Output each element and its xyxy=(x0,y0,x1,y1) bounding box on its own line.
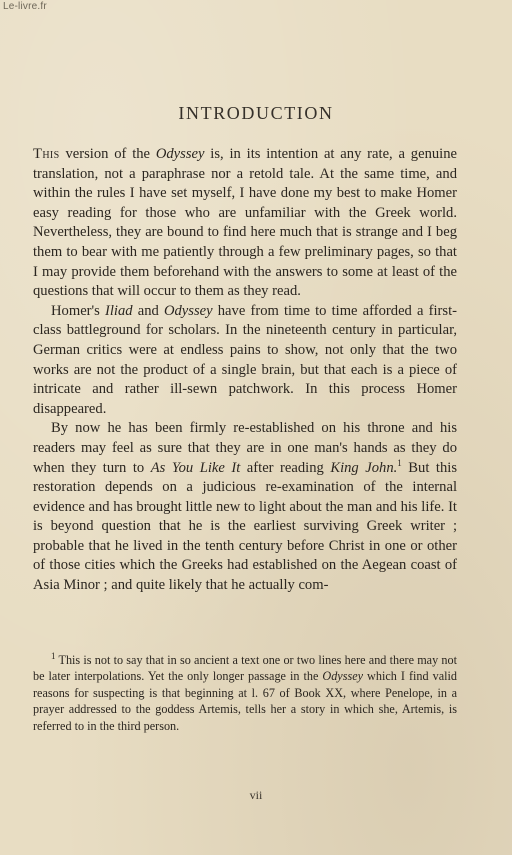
text-run: Homer's xyxy=(51,302,105,319)
paragraph-1 xyxy=(33,145,457,302)
text-run: King John. xyxy=(330,459,398,476)
footnote-marker: 1 xyxy=(397,457,402,468)
paragraph-2 xyxy=(33,302,457,420)
watermark: Le-livre.fr xyxy=(3,1,47,12)
footnote xyxy=(33,652,457,734)
footnote-marker: 1 xyxy=(51,650,56,661)
page-number: vii xyxy=(249,788,263,802)
body-text xyxy=(33,145,457,596)
text-run: is, in its intention at any rate, a genuine translation, not a paraphrase nor a retold tale. At the same time, and within the rules I have set myself, I have done my best to make Homer easy reading for those who are unfamiliar with the Greek world. Nevertheless, they are bound to find here much that is strange and I beg them to bear with me patiently through a few preliminary pages, so that I may provide them beforehand with the answers to some at least of the questions that will occur to them as they read. xyxy=(33,146,457,300)
footnote-text xyxy=(33,652,457,734)
paragraph-3 xyxy=(33,419,457,595)
text-run: and xyxy=(132,302,164,319)
text-run: after reading xyxy=(240,459,331,476)
text-run: This is not to say that in so ancient a text one or two lines here and there may not be later interpolations. Yet the only longer passage in the xyxy=(33,653,457,684)
text-run: By now he has been firmly re-established on his throne and his readers may feel as sure that they are in one man's hands as they do when they turn to xyxy=(33,420,457,476)
chapter-title: INTRODUCTION xyxy=(178,103,334,123)
text-run: Odyssey xyxy=(155,146,205,162)
text-run: But this restoration depends on a judicious re-examination of the internal evidence and has brought little new to light about the man and his life. It is beyond question that he is the earliest surviving Greek writer ; probable that he lived in the tenth century before Christ in one or other of those cities which the Greeks had established on the Aegean coast of Asia Minor ; and quite likely that he actually com- xyxy=(33,459,457,594)
opening-word: This xyxy=(33,146,60,162)
text-run: have from time to time afforded a first-class battleground for scholars. In the nineteenth century in particular, German critics were at endless pains to show, not only that the two works are not the product of a single brain, but that each is a piece of intricate and rather ill-sewn patchwork. In this process Homer disappeared. xyxy=(33,302,458,417)
text-run: version of the xyxy=(59,146,156,162)
text-run: which I find valid reasons for suspecting is that beginning at l. 67 of Book XX, where Penelope, in a prayer addressed to the goddess Artemis, tells her a story in which she, Artemis, is referred to in the third person. xyxy=(33,669,457,733)
text-run: As You Like It xyxy=(150,459,241,476)
text-run: Odyssey xyxy=(322,669,364,684)
text-run: Iliad xyxy=(105,302,133,319)
text-run: Odyssey xyxy=(163,302,213,319)
